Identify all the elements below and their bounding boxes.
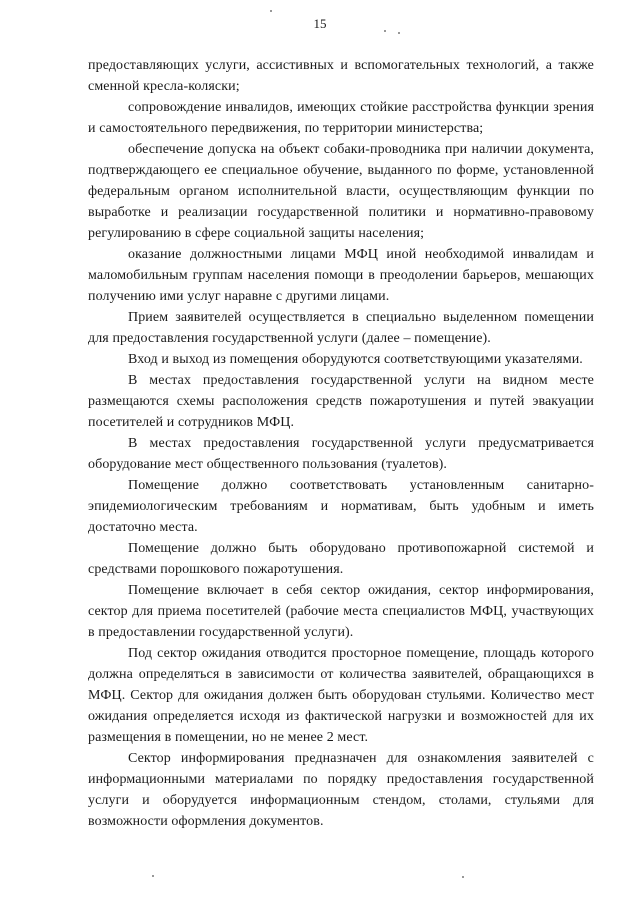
scan-speck bbox=[398, 32, 400, 34]
paragraph: Помещение должно соответствовать установленным санитарно-эпидемиологическим требованиям и нормативам, быть удобным и иметь достаточно места. bbox=[88, 478, 594, 535]
page-number: 15 bbox=[313, 16, 327, 31]
scan-speck bbox=[384, 30, 386, 32]
paragraph: Прием заявителей осуществляется в специально выделенном помещении для предоставления государственной услуги (далее – помещение). bbox=[88, 310, 594, 346]
paragraph: Помещение включает в себя сектор ожидания, сектор информирования, сектор для приема посетителей (рабочие места специалистов МФЦ, участвующих в предоставлении государственной услуги). bbox=[88, 583, 594, 640]
paragraph: предоставляющих услуги, ассистивных и вспомогательных технологий, а также сменной кресла-коляски; bbox=[88, 58, 594, 94]
paragraph: оказание должностными лицами МФЦ иной необходимой инвалидам и маломобильным группам населения помощи в преодолении барьеров, мешающих получению ими услуг наравне с другими лицами. bbox=[88, 247, 594, 304]
paragraph: Помещение должно быть оборудовано противопожарной системой и средствами порошкового пожаротушения. bbox=[88, 541, 594, 577]
paragraph: Сектор информирования предназначен для ознакомления заявителей с информационными материалами по порядку предоставления государственной услуги и оборудуется информационным стендом, столами, стульями для возможности оформления документов. bbox=[88, 751, 594, 829]
scan-speck bbox=[270, 10, 272, 12]
scan-speck bbox=[462, 876, 464, 878]
document-body bbox=[88, 55, 594, 832]
paragraph: В местах предоставления государственной услуги предусматривается оборудование мест общественного пользования (туалетов). bbox=[88, 436, 594, 472]
paragraph: В местах предоставления государственной услуги на видном месте размещаются схемы расположения средств пожаротушения и путей эвакуации посетителей и сотрудников МФЦ. bbox=[88, 373, 594, 430]
paragraph: сопровождение инвалидов, имеющих стойкие расстройства функции зрения и самостоятельного передвижения, по территории министерства; bbox=[88, 100, 594, 136]
paragraph: обеспечение допуска на объект собаки-проводника при наличии документа, подтверждающего ее специальное обучение, выданного по форме, установленной федеральным органом исполнительной власти, осуществляющим функции по выработке и реализации государственной политики и нормативно-правовому регулированию в сфере социальной защиты населения; bbox=[88, 142, 594, 241]
paragraph: Под сектор ожидания отводится просторное помещение, площадь которого должна определяться в зависимости от количества заявителей, обращающихся в МФЦ. Сектор для ожидания должен быть оборудован стульями. Количество мест ожидания определяется исходя из фактической нагрузки и возможностей для их размещения в помещении, но не менее 2 мест. bbox=[88, 646, 594, 745]
scan-speck bbox=[152, 875, 154, 877]
paragraph: Вход и выход из помещения оборудуются соответствующими указателями. bbox=[128, 352, 583, 367]
